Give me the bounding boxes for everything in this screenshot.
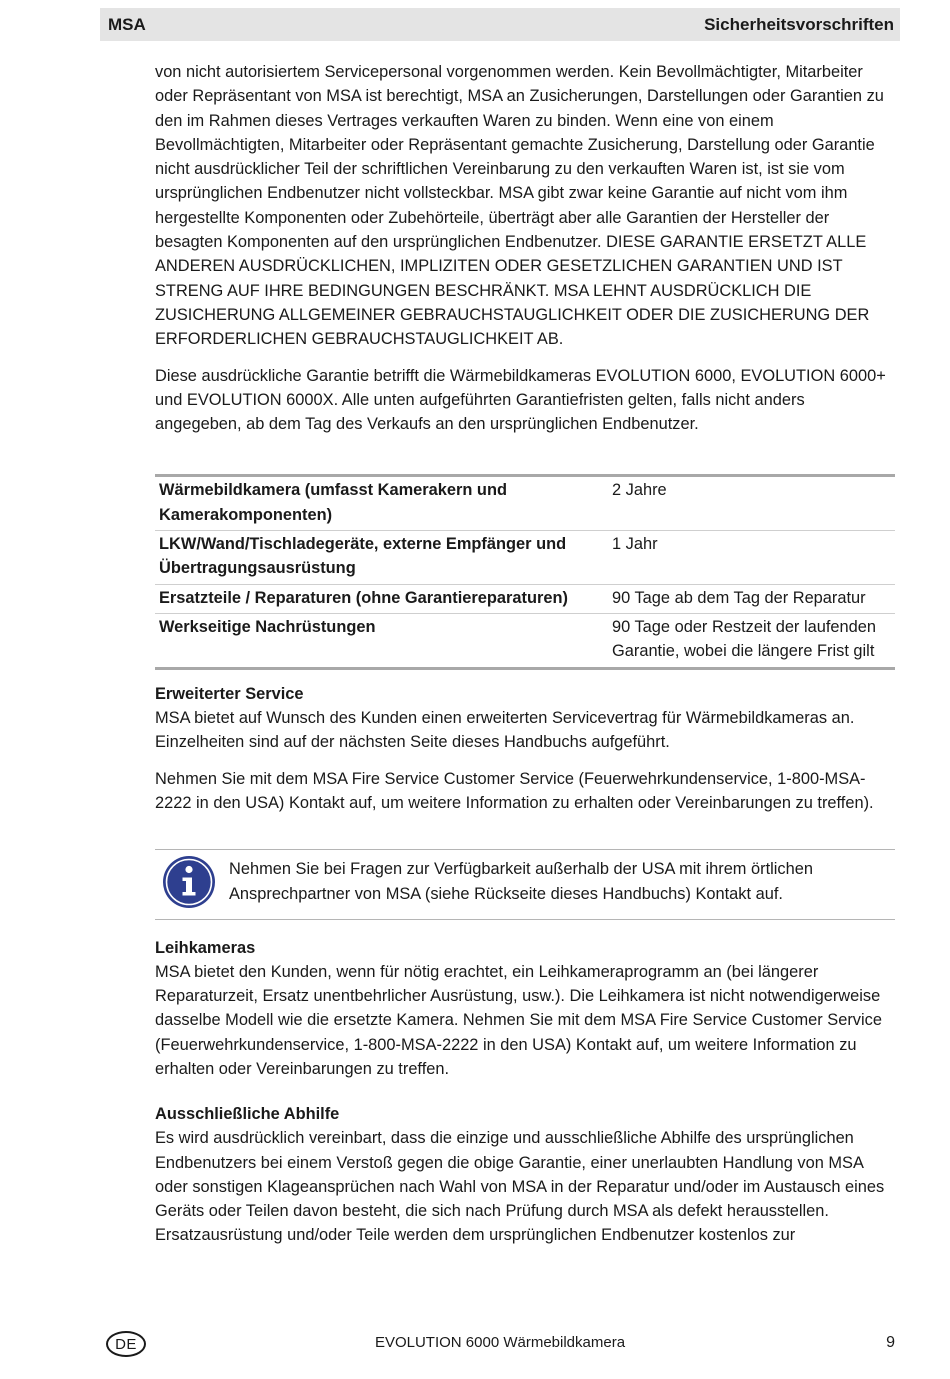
- info-icon: [161, 854, 217, 910]
- section-paragraph: MSA bietet den Kunden, wenn für nötig erachtet, ein Leihkameraprogramm an (bei längerer Reparaturzeit, Ersatz unentbehrlicher Ausrüstung, usw.). Die Leihkamera ist nicht notwendigerweise dasselbe Modell wie die ersetzte Kamera. Nehmen Sie mit dem MSA Fire Service Customer Service (Feuerwehrkundenservice, 1-800-MSA-2222 in den USA) Kontakt auf, um weitere Information zu erhalten oder Vereinbarungen zu treffen.: [155, 962, 882, 1078]
- table-cell-period: 90 Tage oder Restzeit der laufenden Garantie, wobei die längere Frist gilt: [612, 617, 876, 661]
- section-paragraph: Es wird ausdrücklich vereinbart, dass die einzige und ausschließliche Abhilfe des ursprünglichen Endbenutzers bei einem Verstoß gegen die obige Garantie, einer unerlaubten Handlung von MSA oder sonstigen Klageansprüchen nach Wahl von MSA in der Reparatur und/oder im Austausch eines Geräts oder Teilen davon besteht, die sich nach Prüfung durch MSA als defekt herausstellen. Ersatzausrüstung und/oder Teile werden dem ursprünglichen Endbenutzer kostenlos zur: [155, 1129, 885, 1245]
- page-header: [100, 8, 900, 41]
- notice-text: Nehmen Sie bei Fragen zur Verfügbarkeit außerhalb der USA mit ihrem örtlichen Ansprechpartner von MSA (siehe Rückseite dieses Handbuchs) Kontakt auf.: [229, 860, 813, 903]
- body-paragraph: Diese ausdrückliche Garantie betrifft die Wärmebildkameras EVOLUTION 6000, EVOLUTION 6000+ und EVOLUTION 6000X. Alle unten aufgeführten Garantiefristen gelten, falls nicht anders angegeben, ab dem Tag des Verkaufs an den ursprünglichen Endbenutzer.: [155, 366, 886, 434]
- table-cell-item: Ersatzteile / Reparaturen (ohne Garantiereparaturen): [159, 588, 568, 607]
- page-footer: [100, 1330, 900, 1360]
- section-heading: Erweiterter Service: [155, 684, 304, 703]
- table-cell-item: LKW/Wand/Tischladegeräte, externe Empfänger und Übertragungsausrüstung: [159, 535, 567, 578]
- table-row: [155, 531, 895, 585]
- section-paragraph: MSA bietet auf Wunsch des Kunden einen erweiterten Servicevertrag für Wärmebildkameras an. Einzelheiten sind auf der nächsten Seite dieses Handbuchs aufgeführt.: [155, 708, 855, 751]
- table-row: [155, 614, 895, 667]
- header-brand: MSA: [108, 14, 146, 34]
- page-content: [155, 60, 895, 1248]
- table-row: [155, 585, 895, 614]
- table-cell-period: 90 Tage ab dem Tag der Reparatur: [612, 588, 866, 607]
- page-number: 9: [886, 1334, 895, 1351]
- header-section-title: Sicherheitsvorschriften: [704, 14, 894, 34]
- section-heading: Ausschließliche Abhilfe: [155, 1105, 340, 1124]
- footer-doc-title: EVOLUTION 6000 Wärmebildkamera: [374, 1334, 626, 1351]
- table-cell-item: Werkseitige Nachrüstungen: [159, 617, 376, 636]
- table-cell-period: 1 Jahr: [612, 535, 658, 554]
- table-cell-item: Wärmebildkamera (umfasst Kamerakern und Kamerakomponenten): [159, 481, 507, 524]
- section-heading: Leihkameras: [155, 938, 256, 957]
- table-row: [155, 477, 895, 531]
- language-badge: DE: [106, 1331, 146, 1357]
- info-notice: [155, 849, 895, 920]
- warranty-table: [155, 474, 895, 669]
- section-paragraph: Nehmen Sie mit dem MSA Fire Service Customer Service (Feuerwehrkundenservice, 1-800-MSA-2222 in den USA) Kontakt auf, um weitere Information zu erhalten oder Vereinbarungen zu treffen).: [155, 770, 874, 813]
- table-cell-period: 2 Jahre: [612, 481, 667, 500]
- body-paragraph: von nicht autorisiertem Servicepersonal vorgenommen werden. Kein Bevollmächtigter, Mitarbeiter oder Repräsentant von MSA ist berechtigt, MSA an Zusicherungen, Darstellungen oder Garantien zu den im Rahmen dieses Vertrages verkauften Waren zu binden. Wenn eine von einem Bevollmächtigten, Mitarbeiter oder Repräsentant gemachte Zusicherung, Darstellung oder Garantie nicht ausdrücklicher Teil der schriftlichen Vereinbarung zu den verkauften Waren ist, ist sie vom ursprünglichen Endbenutzer nicht vollsteckbar. MSA gibt zwar keine Garantie auf nicht vom ihm hergestellte Komponenten oder Zubehörteile, überträgt aber alle Garantien der Hersteller der besagten Komponenten auf den ursprünglichen Endbenutzer. DIESE GARANTIE ERSETZT ALLE ANDEREN AUSDRÜCKLICHEN, IMPLIZITEN ODER GESETZLICHEN GARANTIEN UND IST STRENG AUF IHRE BEDINGUNGEN BESCHRÄNKT. MSA LEHNT AUSDRÜCKLICH DIE ZUSICHERUNG ALLGEMEINER GEBRAUCHSTAUGLICHKEIT ODER DIE ZUSICHERUNG DER ERFORDERLICHEN GEBRAUCHSTAUGLICHKEIT AB.: [155, 63, 884, 349]
